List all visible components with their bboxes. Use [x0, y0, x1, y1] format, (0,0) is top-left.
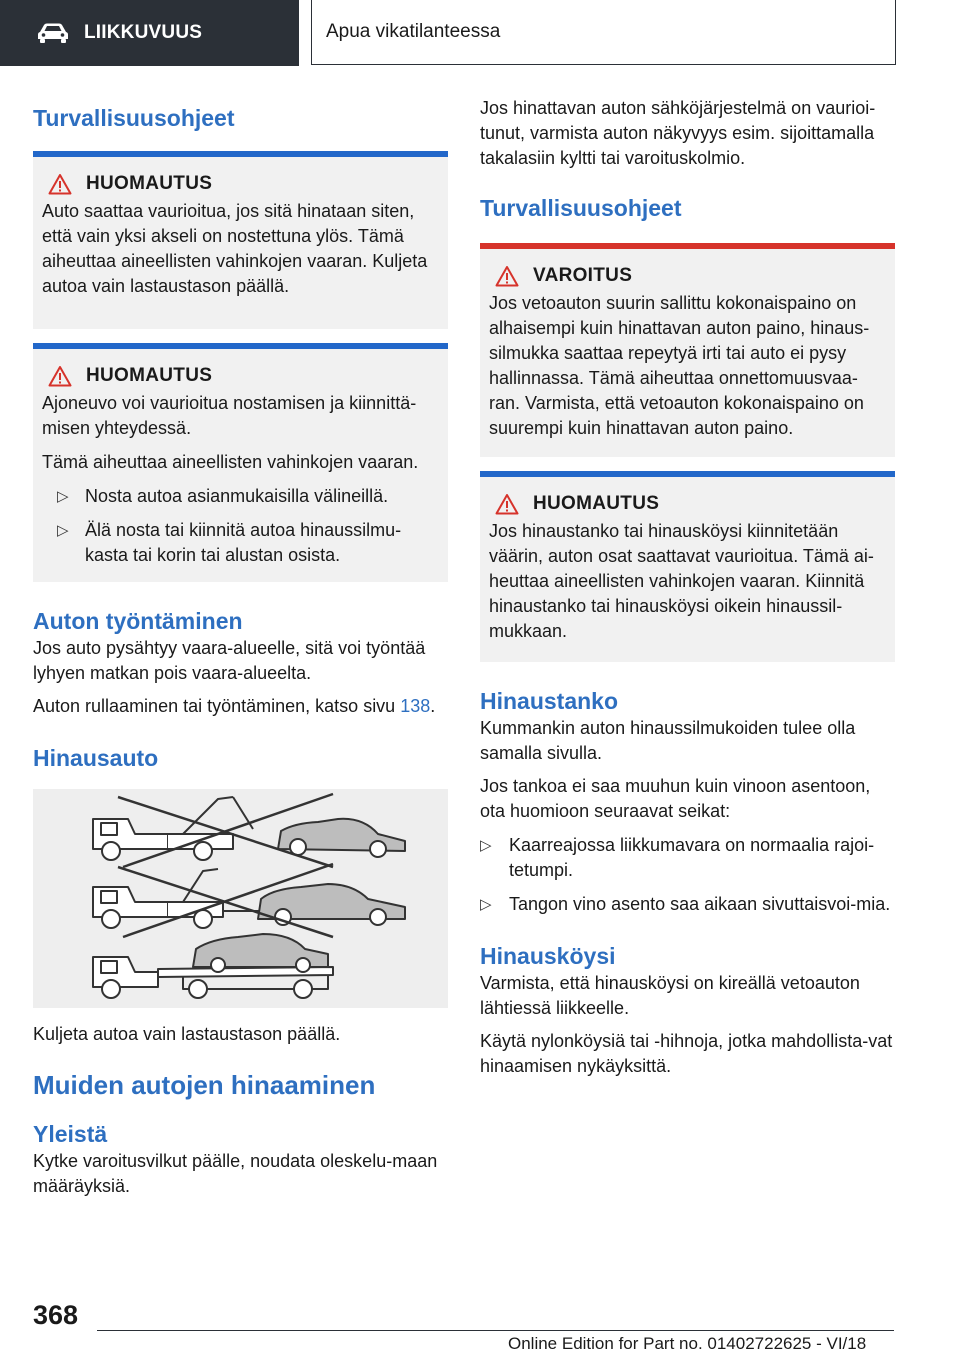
page-header — [0, 0, 960, 66]
notice-text: Auto saattaa vaurioitua, jos sitä hinataan siten, että vain yksi akseli on nostettuna ylös. Tämä aiheuttaa aineellisten vahinkojen vaaran. Kuljeta autoa vain lastaustason päällä. — [42, 201, 428, 296]
towrope-text: Varmista, että hinausköysi on kireällä vetoauton lähtiessä liikkeelle. — [480, 973, 860, 1018]
notice-box-attach — [480, 471, 895, 662]
notice-text: Ajoneuvo voi vaurioitua nostamisen ja kiinnittä-misen yhteydessä. — [42, 393, 417, 438]
left-column — [33, 96, 448, 1199]
triangle-bullet-icon: ▷ — [480, 896, 492, 913]
towed-car-1 — [278, 819, 405, 857]
push-heading: Auton työntäminen — [33, 608, 243, 634]
list-item: ▷ Tangon vino asento saa aikaan sivuttaisvoi-mia. — [480, 892, 895, 917]
figure-caption: Kuljeta autoa vain lastaustason päällä. — [33, 1024, 341, 1044]
towrope-heading: Hinausköysi — [480, 943, 616, 969]
notice-text: Jos hinaustanko tai hinausköysi kiinnitetään väärin, auton osat saattavat vaurioitua. Tämä ai-heuttaa aineellisten vahinkojen vaaran. Kiinnitä hinaustanko tai hinausköysi oikein hinaussil-mukkaan. — [489, 521, 874, 641]
list-item: ▷ Älä nosta tai kiinnitä autoa hinaussilmu-kasta tai korin tai alustan osista. — [57, 520, 402, 565]
notice-box-lifting — [33, 343, 448, 582]
safety-heading: Turvallisuusohjeet — [480, 195, 682, 221]
section-tab — [0, 0, 299, 66]
page-number: 368 — [33, 1300, 79, 1330]
chapter-title-box — [311, 0, 896, 65]
notice-label: HUOMAUTUS — [86, 173, 213, 194]
towrope-text: Käytä nylonköysiä tai -hihnoja, jotka mahdollista-vat hinaamisen nykäyksittä. — [480, 1031, 893, 1076]
car-icon — [36, 22, 70, 44]
intro-text: Jos hinattavan auton sähköjärjestelmä on vaurioi-tunut, varmista auton näkyvyys esim. sijoittamalla takalasiin kyltti tai varoituskolmio. — [480, 98, 876, 168]
page-footer — [0, 1290, 960, 1362]
carried-car — [193, 934, 328, 972]
general-text: Kytke varoitusvilkut päälle, noudata oleskelu-maan määräyksiä. — [33, 1151, 438, 1196]
triangle-bullet-icon: ▷ — [480, 837, 492, 854]
section-name: LIIKKUVUUS — [84, 22, 203, 43]
footer-rule — [97, 1330, 894, 1331]
warning-triangle-icon — [48, 365, 72, 387]
warning-box — [480, 243, 895, 457]
right-column — [480, 96, 895, 1079]
general-heading: Yleistä — [33, 1121, 108, 1147]
page-link[interactable]: 138 — [400, 696, 431, 716]
towbar-heading: Hinaustanko — [480, 688, 619, 714]
towbar-text: Jos tankoa ei saa muuhun kuin vinoon asentoon, ota huomioon seuraavat seikat: — [480, 776, 871, 821]
triangle-bullet-icon: ▷ — [57, 522, 69, 539]
towtruck-drawing — [33, 789, 448, 1008]
triangle-bullet-icon: ▷ — [57, 488, 69, 505]
list-item: ▷ Kaarreajossa liikkumavara on normaalia rajoi-tetumpi. — [480, 835, 875, 880]
warning-triangle-icon — [495, 265, 519, 287]
notice-list — [42, 484, 439, 568]
safety-heading: Turvallisuusohjeet — [33, 105, 235, 131]
warning-triangle-icon — [495, 493, 519, 515]
warning-text: Jos vetoauton suurin sallittu kokonaispaino on alhaisempi kuin hinattavan auton paino, hinaus-silmukka saattaa repeytyä irti tai auto ei pysy hallinnassa. Tämä aiheuttaa onnettomuusvaa-ran. Varmista, että vetoauton kokonaispaino on suurempi kuin hinattavan auton paino. — [489, 293, 870, 438]
notice-text: Tämä aiheuttaa aineellisten vahinkojen vaaran. — [42, 452, 419, 472]
push-reference: Auton rullaaminen tai työntäminen, katso sivu 138. — [33, 696, 436, 716]
towtruck-illustration — [33, 789, 448, 1008]
warning-label: VAROITUS — [533, 265, 633, 286]
notice-label: HUOMAUTUS — [86, 365, 213, 386]
list-item: ▷ Nosta autoa asianmukaisilla välineillä. — [42, 484, 439, 509]
push-text: Jos auto pysähtyy vaara-alueelle, sitä voi työntää lyhyen matkan pois vaara-alueelta. — [33, 638, 426, 683]
notice-box-axle — [33, 151, 448, 329]
towtruck-heading: Hinausauto — [33, 745, 159, 771]
towing-heading: Muiden autojen hinaaminen — [33, 1070, 376, 1100]
notice-label: HUOMAUTUS — [533, 493, 660, 514]
towbar-list — [480, 833, 895, 917]
warning-triangle-icon — [48, 173, 72, 195]
truck-2 — [93, 869, 268, 928]
towbar-text: Kummankin auton hinaussilmukoiden tulee olla samalla sivulla. — [480, 718, 856, 763]
chapter-title: Apua vikatilanteessa — [326, 21, 501, 42]
edition-text: Online Edition for Part no. 01402722625 - VI/18 — [508, 1334, 867, 1353]
